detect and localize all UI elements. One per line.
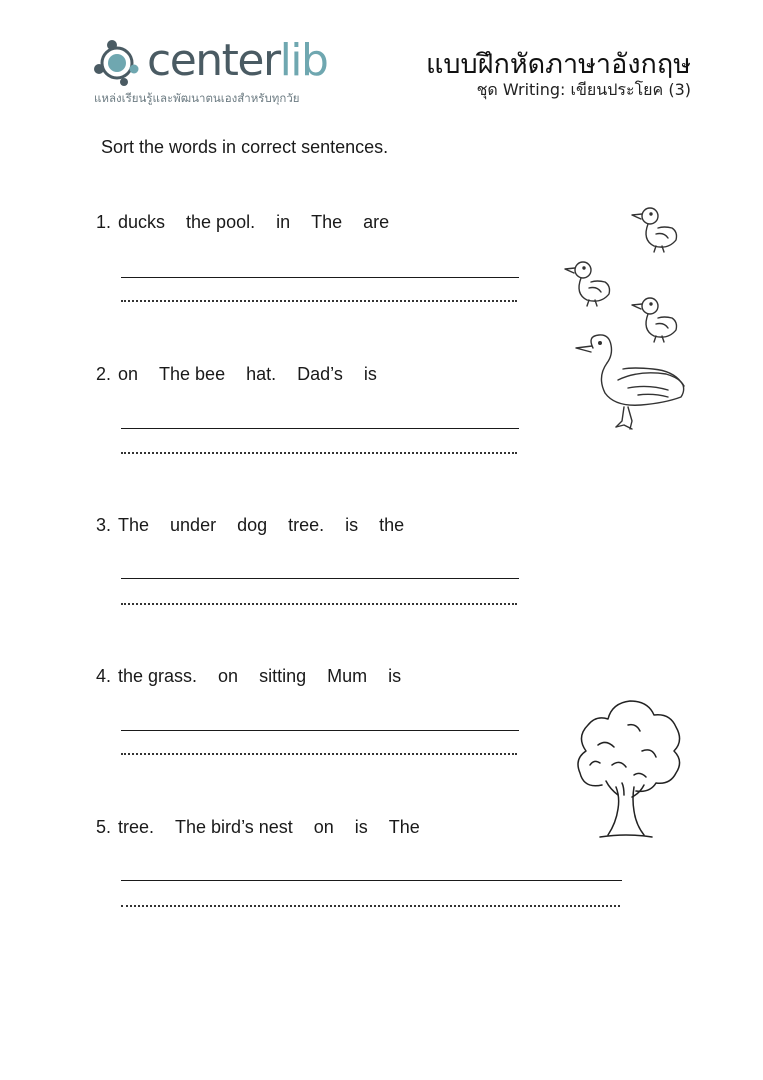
- answer-line[interactable]: [121, 578, 519, 579]
- logo-text-accent: lib: [279, 35, 328, 86]
- word: on: [218, 666, 239, 686]
- scrambled-sentence: [96, 364, 398, 385]
- word: ducks: [118, 212, 166, 232]
- answer-dotted-line[interactable]: [121, 452, 517, 454]
- question-number: 2.: [96, 364, 112, 384]
- word: The: [311, 212, 343, 232]
- scrambled-sentence: [96, 515, 425, 536]
- title-block: [426, 48, 691, 100]
- page-subtitle: ชุด Writing: เขียนประโยค (3): [476, 80, 691, 99]
- word: sitting: [259, 666, 307, 686]
- word: Mum: [327, 666, 368, 686]
- answer-dotted-line[interactable]: [121, 753, 517, 755]
- answer-line[interactable]: [121, 730, 519, 731]
- word: on: [313, 817, 334, 837]
- mother-duck-icon: [576, 335, 684, 429]
- scrambled-sentence: [96, 666, 422, 687]
- question-number: 3.: [96, 515, 112, 535]
- question-number: 4.: [96, 666, 112, 686]
- answer-dotted-line[interactable]: [121, 603, 517, 605]
- word: tree.: [118, 817, 155, 837]
- word: The: [118, 515, 150, 535]
- logo-text-main: center: [147, 35, 280, 86]
- word: is: [363, 364, 377, 384]
- tree-illustration-icon: [572, 695, 682, 843]
- answer-line[interactable]: [121, 277, 519, 278]
- word: is: [354, 817, 368, 837]
- page-title: แบบฝึกหัดภาษาอังกฤษ: [426, 49, 691, 80]
- site-logo: [92, 34, 352, 114]
- logo-wordmark: [147, 34, 327, 88]
- word: are: [363, 212, 390, 232]
- instruction: Sort the words in correct sentences.: [101, 137, 389, 157]
- answer-dotted-line[interactable]: [121, 905, 620, 907]
- question-number: 1.: [96, 212, 112, 232]
- ducks-illustration-icon: [558, 200, 693, 435]
- scrambled-sentence: [96, 817, 441, 838]
- duckling-icon: [565, 262, 610, 306]
- logo-tagline: แหล่งเรียนรู้และพัฒนาตนเองสำหรับทุกวัย: [94, 91, 300, 105]
- duckling-icon: [632, 208, 677, 252]
- word: Dad’s: [297, 364, 343, 384]
- word: the grass.: [118, 666, 198, 686]
- word: dog: [237, 515, 268, 535]
- centerlib-logo-icon: [92, 36, 144, 88]
- word: The bee: [159, 364, 226, 384]
- word: The bird’s nest: [175, 817, 293, 837]
- word: tree.: [288, 515, 325, 535]
- word: on: [118, 364, 139, 384]
- duckling-icon: [632, 298, 677, 342]
- word: The: [388, 817, 420, 837]
- answer-dotted-line[interactable]: [121, 300, 517, 302]
- answer-line[interactable]: [121, 428, 519, 429]
- word: the: [379, 515, 405, 535]
- question-number: 5.: [96, 817, 112, 837]
- word: is: [345, 515, 359, 535]
- word: the pool.: [186, 212, 256, 232]
- scrambled-sentence: [96, 212, 410, 233]
- word: is: [388, 666, 402, 686]
- word: under: [170, 515, 217, 535]
- word: in: [276, 212, 291, 232]
- answer-line[interactable]: [121, 880, 622, 881]
- word: hat.: [246, 364, 277, 384]
